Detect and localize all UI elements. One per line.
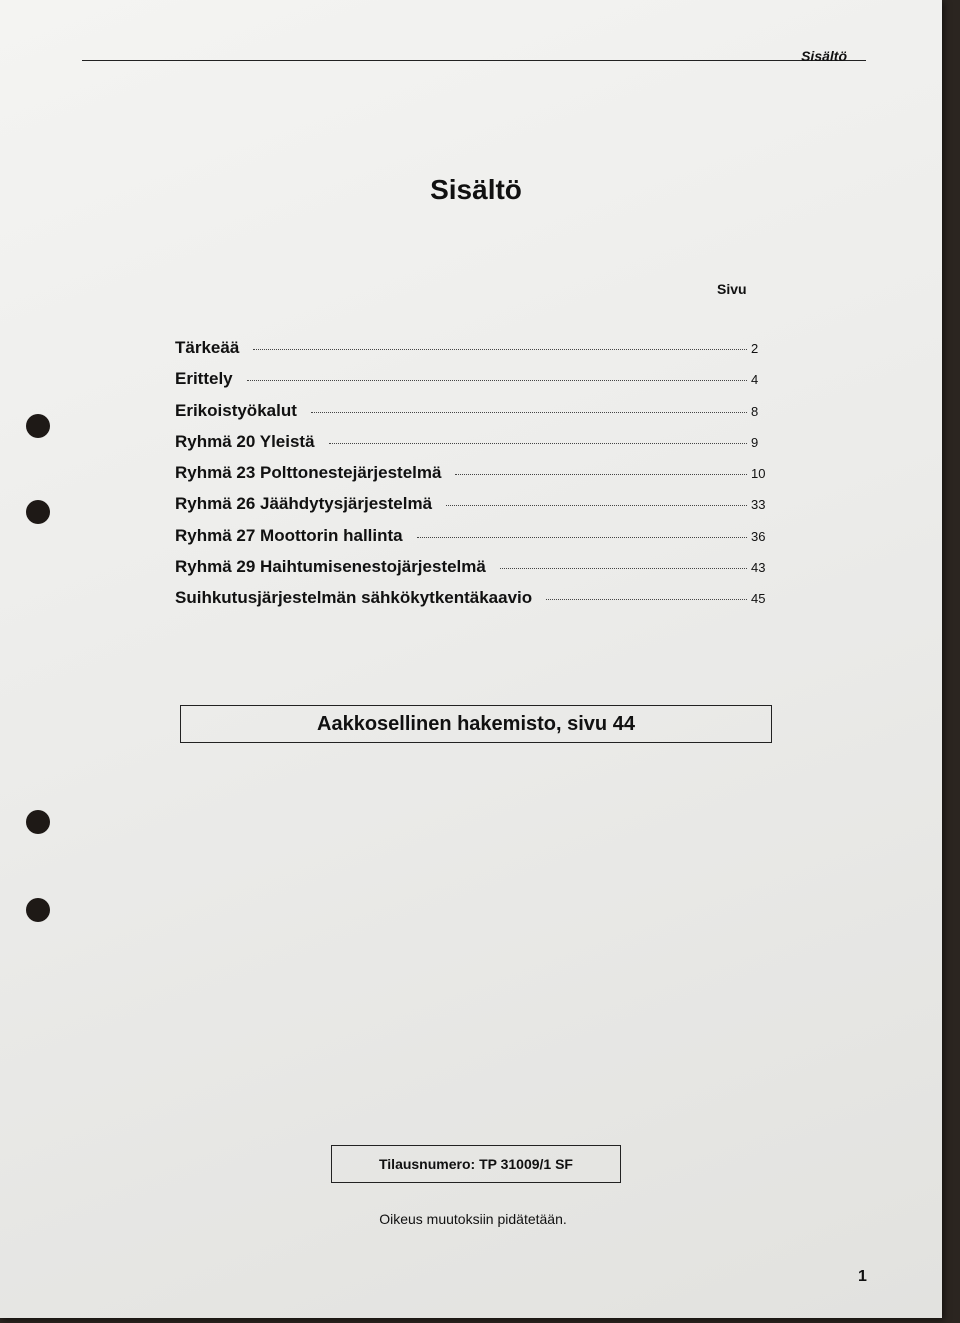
toc-entry-page: 43 — [751, 560, 766, 576]
dot-leader — [546, 599, 747, 600]
toc-entry-page: 8 — [751, 403, 759, 419]
index-reference-box: Aakkosellinen hakemisto, sivu 44 — [180, 705, 772, 743]
punch-hole — [26, 500, 50, 524]
toc-entry-label: Ryhmä 29 Haihtumisenestojärjestelmä — [175, 557, 486, 577]
dot-leader — [446, 505, 747, 506]
toc-entry[interactable] — [175, 463, 767, 494]
page-title: Sisältö — [430, 174, 522, 205]
dot-leader — [329, 443, 747, 444]
toc-entry-page: 10 — [751, 466, 766, 482]
rights-note: Oikeus muutoksiin pidätetään. — [379, 1211, 567, 1227]
dot-leader — [500, 568, 747, 569]
toc-entry-label: Ryhmä 20 Yleistä — [175, 431, 315, 451]
toc-entry[interactable] — [175, 401, 767, 432]
toc-entry-label: Erittely — [175, 369, 233, 389]
toc-entry[interactable] — [175, 557, 767, 588]
dot-leader — [311, 412, 747, 413]
dot-leader — [253, 349, 747, 350]
toc-entry-label: Ryhmä 27 Moottorin hallinta — [175, 525, 403, 545]
toc-entry[interactable] — [175, 588, 767, 619]
dot-leader — [417, 537, 747, 538]
toc-entry-label: Suihkutusjärjestelmän sähkökytkentäkaavio — [175, 588, 533, 608]
order-number-box: Tilausnumero: TP 31009/1 SF — [331, 1145, 621, 1183]
toc-entry-page: 9 — [751, 434, 759, 450]
toc-entry[interactable] — [175, 369, 767, 400]
header-section-label: Sisältö — [801, 48, 847, 64]
punch-hole — [26, 810, 50, 834]
toc-entry-page: 33 — [751, 497, 766, 513]
page-column-label: Sivu — [717, 281, 747, 297]
toc-entry-label: Ryhmä 26 Jäähdytysjärjestelmä — [175, 494, 433, 514]
punch-hole — [26, 898, 50, 922]
toc-entry-page: 2 — [751, 341, 759, 356]
toc-entry-page: 45 — [751, 591, 766, 607]
header-rule — [82, 60, 866, 61]
toc-entry-label: Erikoistyökalut — [175, 400, 297, 420]
toc-entry[interactable] — [175, 338, 767, 369]
dot-leader — [247, 380, 747, 381]
toc-entry-page: 4 — [751, 372, 759, 388]
toc-entry[interactable] — [175, 432, 767, 463]
table-of-contents — [175, 338, 767, 620]
punch-hole — [26, 414, 50, 438]
toc-entry-label: Tärkeää — [175, 338, 240, 357]
toc-entry-label: Ryhmä 23 Polttonestejärjestelmä — [175, 463, 442, 483]
toc-entry[interactable] — [175, 526, 767, 557]
dot-leader — [455, 474, 747, 475]
page-number: 1 — [858, 1268, 867, 1285]
toc-entry-page: 36 — [751, 528, 766, 544]
toc-entry[interactable] — [175, 494, 767, 525]
